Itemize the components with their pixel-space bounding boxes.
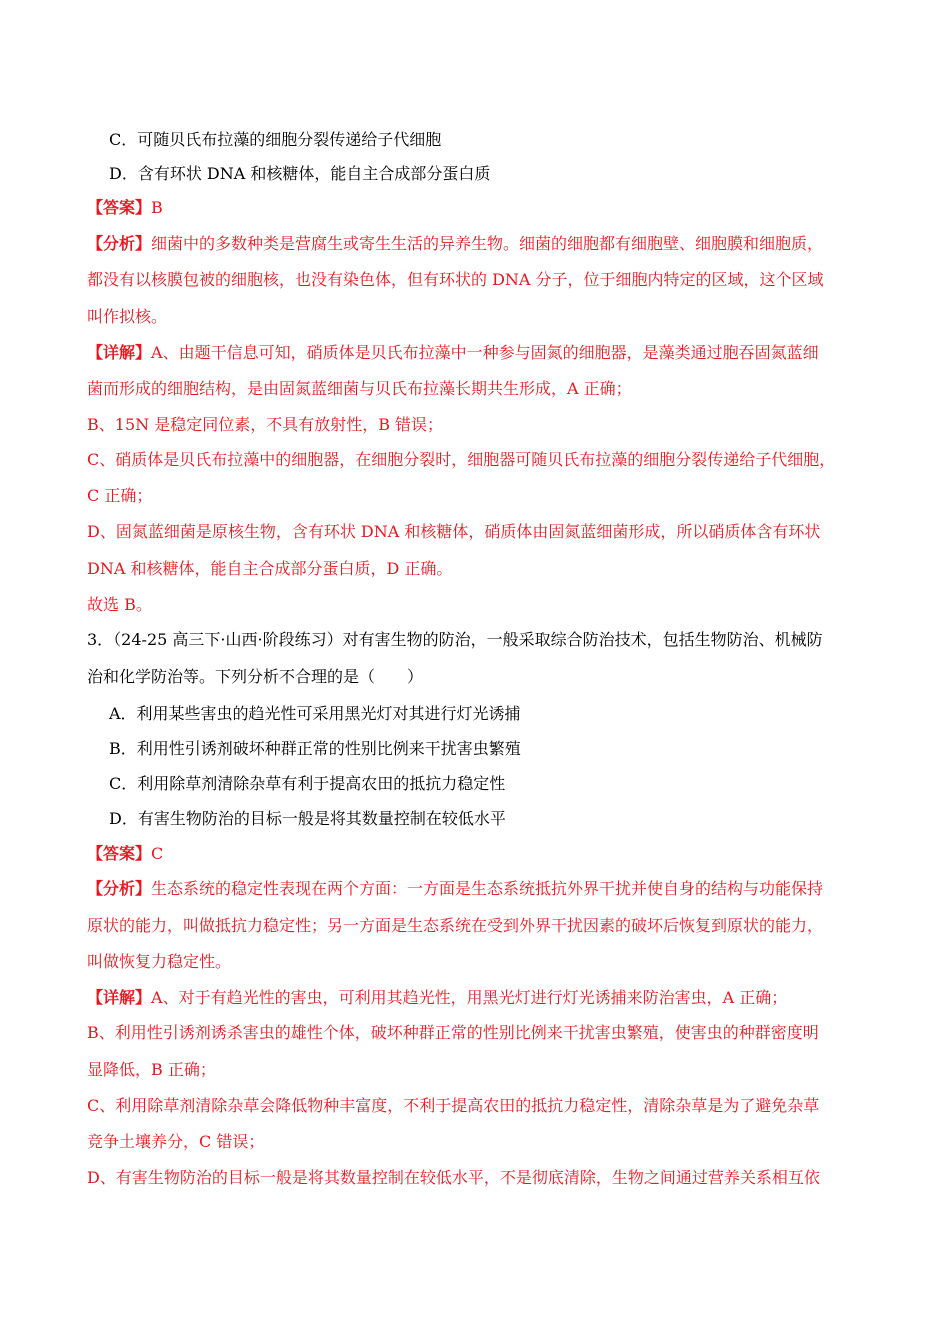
q3-detail-line: B、利用性引诱剂诱杀害虫的雄性个体，破坏种群正常的性别比例来干扰害虫繁殖，使害虫的种群密度明 [87, 1023, 819, 1042]
q3-stem-line: 3．（24-25 高三下·山西·阶段练习）对有害生物的防治，一般采取综合防治技术，包括生物防治、机械防 [87, 630, 823, 649]
q2-detail-line: D、固氮蓝细菌是原核生物，含有环状 DNA 和核糖体，硝质体由固氮蓝细菌形成，所以硝质体含有环状 [87, 522, 821, 541]
q2-detail-line: 【详解】A、由题干信息可知，硝质体是贝氏布拉藻中一种参与固氮的细胞器，是藻类通过胞吞固氮蓝细 [87, 343, 819, 362]
q2-answer [87, 198, 163, 218]
q2-conclusion: 故选 B。 [87, 595, 152, 614]
q2-detail-line: C 正确； [87, 486, 153, 505]
q2-analysis-line: 都没有以核膜包被的细胞核，也没有染色体，但有环状的 DNA 分子，位于细胞内特定的区域，这个区域 [87, 270, 824, 289]
answer-value: B [151, 198, 163, 217]
q3-detail-line: D、有害生物防治的目标一般是将其数量控制在较低水平，不是彻底清除，生物之间通过营养关系相互依 [87, 1168, 820, 1187]
q2-option-c: C．可随贝氏布拉藻的细胞分裂传递给子代细胞 [109, 130, 442, 149]
q3-stem-line: 治和化学防治等。下列分析不合理的是（ ） [87, 667, 424, 686]
analysis-tag: 【分析】 [87, 234, 152, 253]
q2-detail-line: DNA 和核糖体，能自主合成部分蛋白质，D 正确。 [87, 559, 453, 578]
q2-detail-line: B、15N 是稳定同位素，不具有放射性，B 错误； [87, 415, 444, 434]
q2-detail-line: 菌而形成的细胞结构，是由固氮蓝细菌与贝氏布拉藻长期共生形成，A 正确； [87, 379, 632, 398]
detail-tag: 【详解】 [87, 343, 152, 362]
q2-analysis-line: 叫作拟核。 [87, 307, 168, 326]
answer-value: C [151, 844, 164, 863]
q3-analysis-line: 原状的能力，叫做抵抗力稳定性；另一方面是生态系统在受到外界干扰因素的破坏后恢复到原状的能力， [87, 916, 824, 935]
answer-tag: 【答案】 [87, 844, 152, 863]
q3-analysis-line: 【分析】生态系统的稳定性表现在两个方面：一方面是生态系统抵抗外界干扰并使自身的结构与功能保持 [87, 879, 824, 898]
q3-analysis-line: 叫做恢复力稳定性。 [87, 952, 232, 971]
q3-option-b: B．利用性引诱剂破坏种群正常的性别比例来干扰害虫繁殖 [109, 739, 521, 758]
q3-detail-line: 【详解】A、对于有趋光性的害虫，可利用其趋光性，用黑光灯进行灯光诱捕来防治害虫，A 正确； [87, 988, 788, 1007]
q3-answer [87, 844, 163, 864]
q3-detail-line: 显降低，B 正确； [87, 1060, 216, 1079]
q2-detail-line: C、硝质体是贝氏布拉藻中的细胞器，在细胞分裂时，细胞器可随贝氏布拉藻的细胞分裂传递给子代细胞， [87, 450, 836, 469]
q2-analysis-line: 【分析】细菌中的多数种类是营腐生或寄生生活的异养生物。细菌的细胞都有细胞壁、细胞膜和细胞质， [87, 234, 824, 253]
q3-detail-line: C、利用除草剂清除杂草会降低物种丰富度，不利于提高农田的抵抗力稳定性，清除杂草是为了避免杂草 [87, 1096, 820, 1115]
q3-detail-line: 竞争土壤养分，C 错误； [87, 1132, 265, 1151]
q2-option-d: D．含有环状 DNA 和核糖体，能自主合成部分蛋白质 [109, 164, 491, 183]
q3-option-d: D．有害生物防治的目标一般是将其数量控制在较低水平 [109, 809, 506, 828]
analysis-tag: 【分析】 [87, 879, 152, 898]
answer-tag: 【答案】 [87, 198, 152, 217]
q3-option-c: C．利用除草剂清除杂草有利于提高农田的抵抗力稳定性 [109, 774, 506, 793]
q3-option-a: A．利用某些害虫的趋光性可采用黑光灯对其进行灯光诱捕 [109, 704, 521, 723]
detail-tag: 【详解】 [87, 988, 152, 1007]
